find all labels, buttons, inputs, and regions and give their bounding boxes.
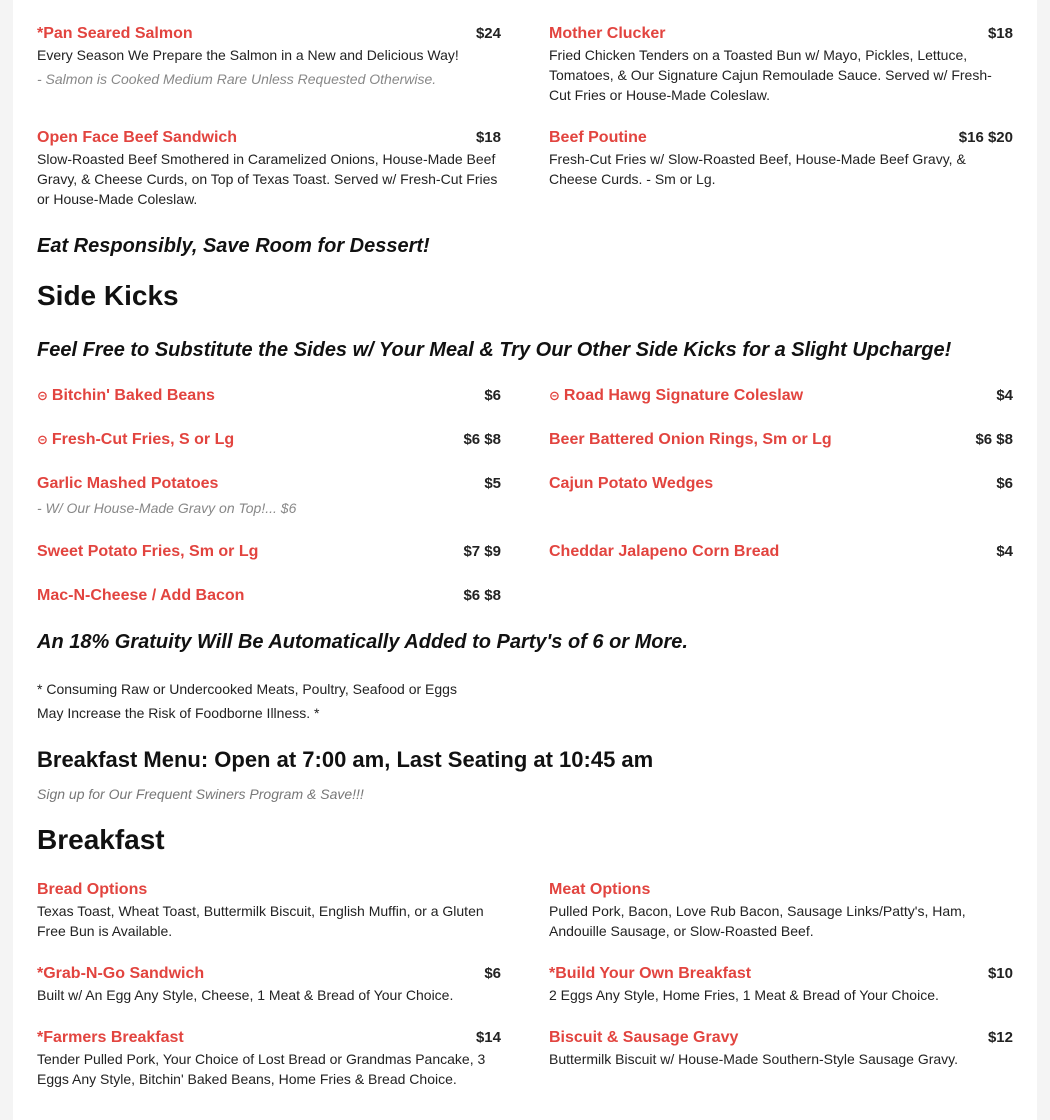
item-description: Buttermilk Biscuit w/ House-Made Southern-Style Sausage Gravy. [549,1051,959,1067]
side-kicks-title: Side Kicks [37,280,179,311]
item-price: $18 [987,25,1013,42]
item-description: Slow-Roasted Beef Smothered in Caramelized Onions, House-Made Beef Gravy, & Cheese Curds, on Top of Texas Toast. Served w/ Fresh-Cut Fries or House-Made Coleslaw. [37,151,498,207]
item-name: Open Face Beef Sandwich [37,129,238,146]
frequent-swiners-promo: Sign up for Our Frequent Swiners Program & Save!!! [37,786,364,802]
item-price: $6 [484,965,501,982]
menu-item [549,430,1013,474]
item-description: Fresh-Cut Fries w/ Slow-Roasted Beef, House-Made Beef Gravy, & Cheese Curds. - Sm or Lg. [549,151,966,187]
gratuity-notice: An 18% Gratuity Will Be Automatically Added to Party's of 6 or More. [37,631,688,653]
menu-item [549,542,1013,586]
menu-item [549,24,1013,128]
menu-item [37,430,501,474]
item-price: $6 $8 [975,431,1013,448]
item-note: - W/ Our House-Made Gravy on Top!... $6 [37,500,297,516]
item-price: $7 $9 [463,543,501,560]
item-price: $10 [987,965,1013,982]
item-name: Sweet Potato Fries, Sm or Lg [37,543,259,560]
item-name: Cajun Potato Wedges [549,475,714,492]
item-price: $4 [996,387,1013,404]
item-price: $24 [475,25,501,42]
item-name: Mac-N-Cheese / Add Bacon [37,587,245,604]
side-kicks-tagline: Feel Free to Substitute the Sides w/ Your Meal & Try Our Other Side Kicks for a Slight Upcharge! [37,339,952,361]
item-price: $18 [475,129,501,146]
menu-item [37,24,501,128]
leaf-icon: ⊝ [37,432,48,447]
item-name: Cheddar Jalapeno Corn Bread [549,543,780,560]
item-price: $6 [996,475,1013,492]
item-description: Texas Toast, Wheat Toast, Buttermilk Biscuit, English Muffin, or a Gluten Free Bun is Available. [37,903,484,939]
item-name: *Farmers Breakfast [37,1029,184,1046]
item-description: Built w/ An Egg Any Style, Cheese, 1 Meat & Bread of Your Choice. [37,987,454,1003]
item-price: $5 [484,475,501,492]
item-name: Biscuit & Sausage Gravy [549,1029,739,1046]
breakfast-title: Breakfast [37,824,165,855]
menu-item [549,128,1013,228]
item-description: Pulled Pork, Bacon, Love Rub Bacon, Sausage Links/Patty's, Ham, Andouille Sausage, or Slow-Roasted Beef. [549,903,966,939]
menu-item [37,964,501,1028]
menu-item [549,474,1013,542]
menu-item [37,128,501,228]
item-name: Beer Battered Onion Rings, Sm or Lg [549,431,832,448]
menu-item [37,1028,501,1108]
item-description: Tender Pulled Pork, Your Choice of Lost Bread or Grandmas Pancake, 3 Eggs Any Style, Bitchin' Baked Beans, Home Fries & Bread Choice. [37,1051,486,1087]
item-price: $16 $20 [958,129,1013,146]
item-description: Every Season We Prepare the Salmon in a New and Delicious Way! [37,47,459,63]
item-price: $12 [987,1029,1013,1046]
item-name: Meat Options [549,881,651,898]
menu-item [549,1028,1013,1108]
warning-line-1: * Consuming Raw or Undercooked Meats, Poultry, Seafood or Eggs [37,681,457,697]
item-description: 2 Eggs Any Style, Home Fries, 1 Meat & Bread of Your Choice. [549,987,939,1003]
item-price: $6 $8 [463,587,501,604]
item-name: Garlic Mashed Potatoes [37,475,219,492]
breakfast-hours: Breakfast Menu: Open at 7:00 am, Last Seating at 10:45 am [37,747,654,772]
menu-page [13,0,1037,1120]
item-name: *Grab-N-Go Sandwich [37,965,205,982]
item-name: Road Hawg Signature Coleslaw [563,387,804,404]
menu-item [549,386,1013,430]
menu-item [37,474,501,542]
leaf-icon: ⊝ [37,388,48,403]
item-price: $14 [475,1029,501,1046]
item-price: $4 [996,543,1013,560]
breakfast-grid [37,880,1013,1108]
item-name: Mother Clucker [549,25,666,42]
item-name: Bitchin' Baked Beans [51,387,215,404]
warning-line-2: May Increase the Risk of Foodborne Illness. * [37,705,320,721]
menu-item [37,880,501,964]
item-name: Bread Options [37,881,148,898]
menu-item [549,880,1013,964]
entrees-grid [37,24,1013,228]
menu-item [37,386,501,430]
leaf-icon: ⊝ [549,388,560,403]
menu-item [37,586,501,630]
menu-item [549,964,1013,1028]
item-name: Fresh-Cut Fries, S or Lg [51,431,235,448]
side-kicks-grid [37,386,1013,630]
item-name: Beef Poutine [549,129,647,146]
item-note: - Salmon is Cooked Medium Rare Unless Requested Otherwise. [37,71,437,87]
item-price: $6 [484,387,501,404]
consumer-warning [37,677,457,725]
menu-item [37,542,501,586]
item-price: $6 $8 [463,431,501,448]
item-description: Fried Chicken Tenders on a Toasted Bun w/ Mayo, Pickles, Lettuce, Tomatoes, & Our Signature Cajun Remoulade Sauce. Served w/ Fresh-Cut Fries or House-Made Coleslaw. [549,47,992,103]
item-name: *Build Your Own Breakfast [549,965,752,982]
dessert-tagline: Eat Responsibly, Save Room for Dessert! [37,235,430,257]
item-name: *Pan Seared Salmon [37,25,193,42]
